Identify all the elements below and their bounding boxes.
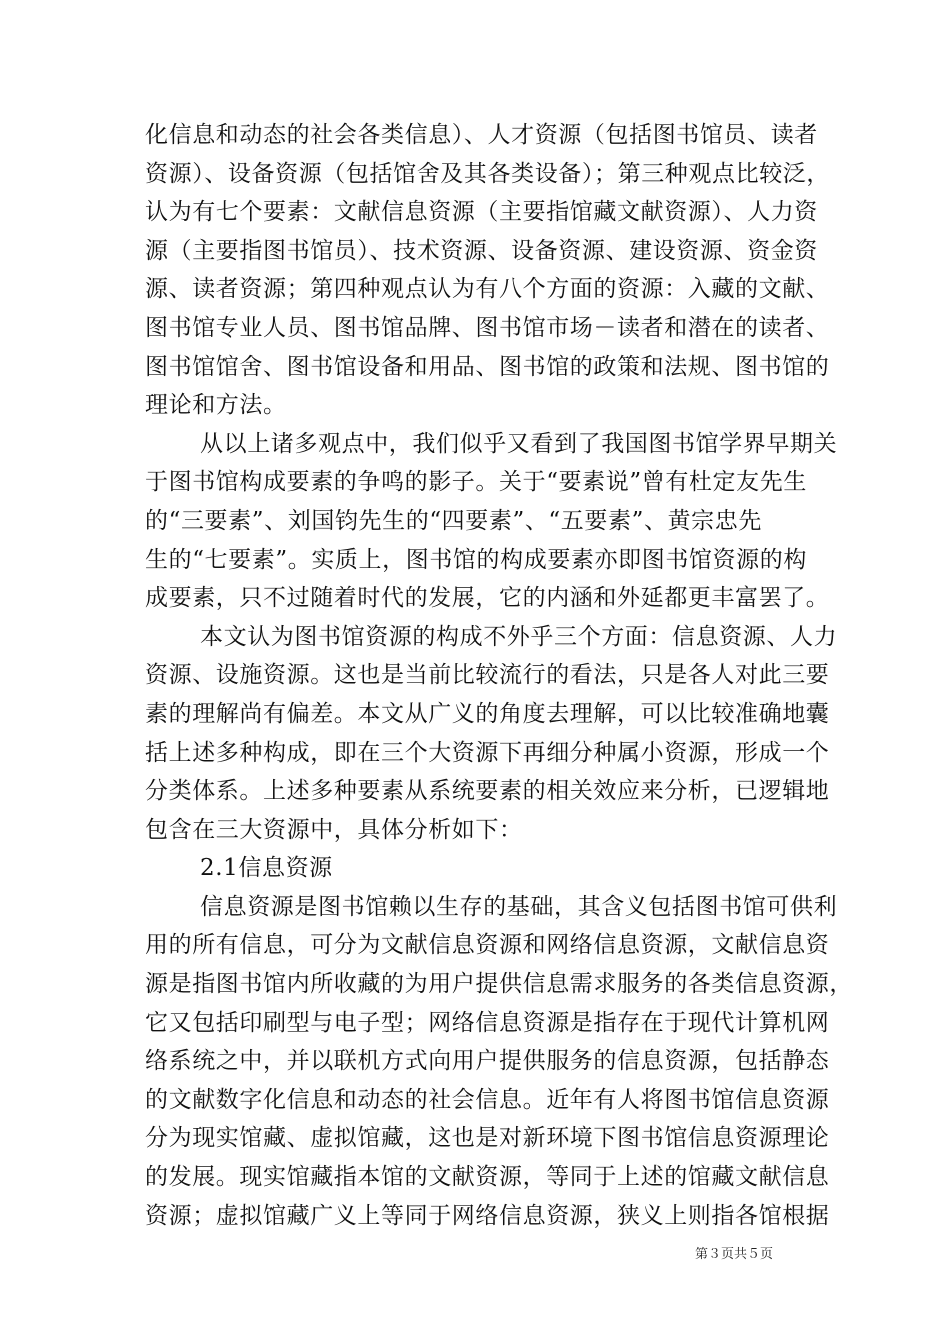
text-line: 用的所有信息，可分为文献信息资源和网络信息资源，文献信息资 (145, 932, 830, 959)
text-line: 分类体系。上述多种要素从系统要素的相关效应来分析，已逻辑地 (145, 778, 830, 805)
paragraph-start-line: 从以上诸多观点中，我们似乎又看到了我国图书馆学界早期关 (200, 430, 838, 457)
text-line: 资源）、设备资源（包括馆舍及其各类设备）；第三种观点比较泛， (145, 160, 830, 187)
text-line: 包含在三大资源中，具体分析如下： (145, 816, 523, 843)
text-line: 化信息和动态的社会各类信息）、人才资源（包括图书馆员、读者 (145, 122, 818, 148)
text-line: 括上述多种构成，即在三个大资源下再细分种属小资源，形成一个 (145, 739, 830, 766)
text-line: 它又包括印刷型与电子型；网络信息资源是指存在于现代计算机网 (145, 1009, 830, 1036)
text-line: 理论和方法。 (145, 392, 287, 419)
text-line: 生的“七要素”。实质上，图书馆的构成要素亦即图书馆资源的构 (145, 546, 807, 573)
text-line: 素的理解尚有偏差。本文从广义的角度去理解，可以比较准确地囊 (145, 700, 830, 727)
document-body (145, 116, 853, 1235)
text-line: 的“三要素”、刘国钧先生的“四要素”、“五要素”、黄宗忠先 (145, 507, 762, 534)
text-line: 于图书馆构成要素的争鸣的影子。关于“要素说”曾有杜定友先生 (145, 469, 807, 496)
text-line: 图书馆馆舍、图书馆设备和用品、图书馆的政策和法规、图书馆的 (145, 353, 830, 380)
paragraph-start-line: 信息资源是图书馆赖以生存的基础，其含义包括图书馆可供利 (200, 893, 838, 920)
text-line: 源是指图书馆内所收藏的为用户提供信息需求服务的各类信息资源， (145, 971, 853, 998)
text-line: 认为有七个要素：文献信息资源（主要指馆藏文献资源）、人力资 (145, 199, 818, 226)
page-number: 第３页共５页 (695, 1247, 774, 1262)
text-line: 络系统之中，并以联机方式向用户提供服务的信息资源，包括静态 (145, 1048, 830, 1075)
text-line: 源、读者资源；第四种观点认为有八个方面的资源：入藏的文献、 (145, 276, 830, 303)
paragraph-start-line: 本文认为图书馆资源的构成不外乎三个方面：信息资源、人力 (200, 623, 838, 650)
text-line: 的文献数字化信息和动态的社会信息。近年有人将图书馆信息资源 (145, 1086, 830, 1113)
text-line: 成要素，只不过随着时代的发展，它的内涵和外延都更丰富罢了。 (145, 585, 830, 612)
text-line: 资源；虚拟馆藏广义上等同于网络信息资源，狭义上则指各馆根据 (145, 1202, 830, 1229)
text-line: 资源、设施资源。这也是当前比较流行的看法，只是各人对此三要 (145, 662, 830, 689)
text-line: 图书馆专业人员、图书馆品牌、图书馆市场－读者和潜在的读者、 (145, 314, 830, 341)
text-line: 分为现实馆藏、虚拟馆藏，这也是对新环境下图书馆信息资源理论 (145, 1125, 830, 1152)
text-line: 的发展。现实馆藏指本馆的文献资源，等同于上述的馆藏文献信息 (145, 1164, 830, 1191)
text-line: 源（主要指图书馆员）、技术资源、设备资源、建设资源、资金资 (145, 237, 818, 264)
section-heading: 2.1信息资源 (200, 855, 333, 882)
